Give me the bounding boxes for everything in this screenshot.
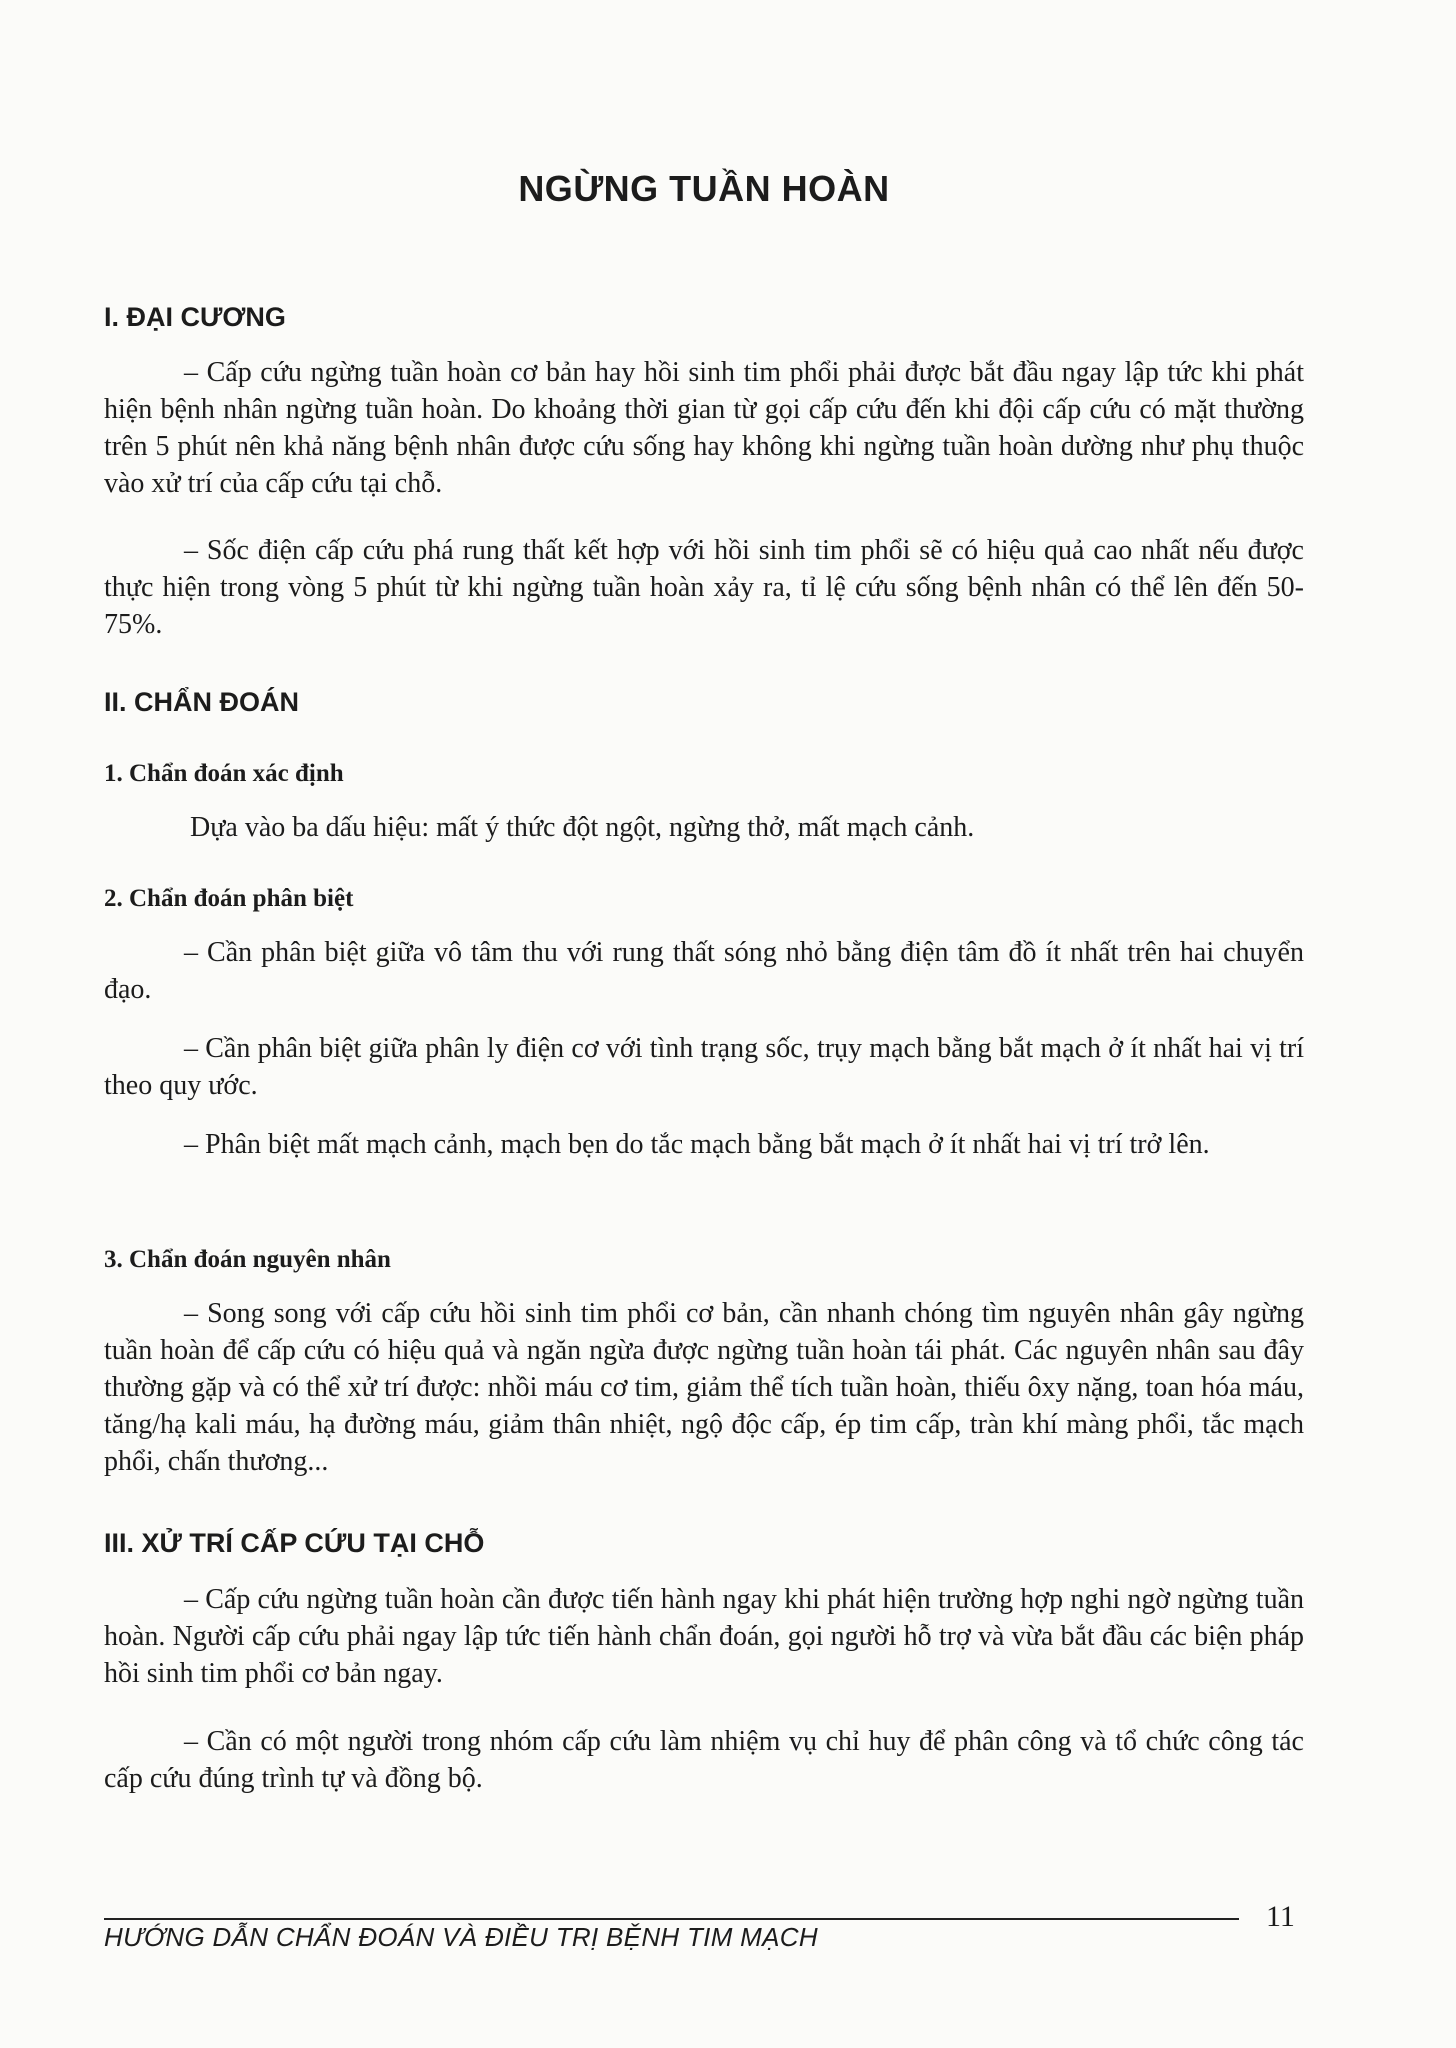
section-heading-general: I. ĐẠI CƯƠNG	[104, 302, 286, 332]
paragraph: – Cấp cứu ngừng tuần hoàn cần được tiến hành ngay khi phát hiện trường hợp nghi ngờ ngừng tuần hoàn. Người cấp cứu phải ngay lập tức tiến hành chẩn đoán, gọi người hỗ trợ và vừa bắt đầu các biện pháp hồi sinh tim phổi cơ bản ngay.	[104, 1584, 1304, 1689]
paragraph: – Song song với cấp cứu hồi sinh tim phổi cơ bản, cần nhanh chóng tìm nguyên nhân gây ngừng tuần hoàn để cấp cứu có hiệu quả và ngăn ngừa được ngừng tuần hoàn tái phát. Các nguyên nhân sau đây thường gặp và có thể xử trí được: nhồi máu cơ tim, giảm thể tích tuần hoàn, thiếu ôxy nặng, toan hóa máu, tăng/hạ kali máu, hạ đường máu, giảm thân nhiệt, ngộ độc cấp, ép tim cấp, tràn khí màng phổi, tắc mạch phổi, chấn thương...	[104, 1298, 1304, 1477]
paragraph: – Phân biệt mất mạch cảnh, mạch bẹn do tắc mạch bằng bắt mạch ở ít nhất hai vị trí trở lên.	[184, 1129, 1210, 1160]
page-title: NGỪNG TUẦN HOÀN	[518, 168, 890, 209]
paragraph: – Cần phân biệt giữa phân ly điện cơ với tình trạng sốc, trụy mạch bằng bắt mạch ở ít nhất hai vị trí theo quy ước.	[104, 1033, 1304, 1101]
footer-book-title: HƯỚNG DẪN CHẨN ĐOÁN VÀ ĐIỀU TRỊ BỆNH TIM MẠCH	[104, 1922, 818, 1952]
paragraph: Dựa vào ba dấu hiệu: mất ý thức đột ngột, ngừng thở, mất mạch cảnh.	[190, 812, 975, 843]
subsection-heading: 3. Chẩn đoán nguyên nhân	[104, 1246, 391, 1273]
paragraph: – Cấp cứu ngừng tuần hoàn cơ bản hay hồi sinh tim phổi phải được bắt đầu ngay lập tức khi phát hiện bệnh nhân ngừng tuần hoàn. Do khoảng thời gian từ gọi cấp cứu đến khi đội cấp cứu có mặt thường trên 5 phút nên khả năng bệnh nhân được cứu sống hay không khi ngừng tuần hoàn dường như phụ thuộc vào xử trí của cấp cứu tại chỗ.	[104, 357, 1304, 499]
subsection-heading: 1. Chẩn đoán xác định	[104, 760, 344, 787]
paragraph: – Cần phân biệt giữa vô tâm thu với rung thất sóng nhỏ bằng điện tâm đồ ít nhất trên hai chuyển đạo.	[104, 937, 1304, 1005]
section-heading-diagnosis: II. CHẨN ĐOÁN	[104, 687, 299, 717]
page-number: 11	[1266, 1900, 1295, 1933]
footer-divider	[104, 1918, 1239, 1920]
paragraph: – Sốc điện cấp cứu phá rung thất kết hợp với hồi sinh tim phổi sẽ có hiệu quả cao nhất nếu được thực hiện trong vòng 5 phút từ khi ngừng tuần hoàn xảy ra, tỉ lệ cứu sống bệnh nhân có thể lên đến 50-75%.	[104, 535, 1304, 640]
subsection-heading: 2. Chẩn đoán phân biệt	[104, 885, 354, 912]
section-heading-emergency: III. XỬ TRÍ CẤP CỨU TẠI CHỖ	[104, 1528, 485, 1558]
document-page	[104, 0, 1304, 2048]
paragraph: – Cần có một người trong nhóm cấp cứu làm nhiệm vụ chỉ huy để phân công và tổ chức công tác cấp cứu đúng trình tự và đồng bộ.	[104, 1726, 1304, 1794]
